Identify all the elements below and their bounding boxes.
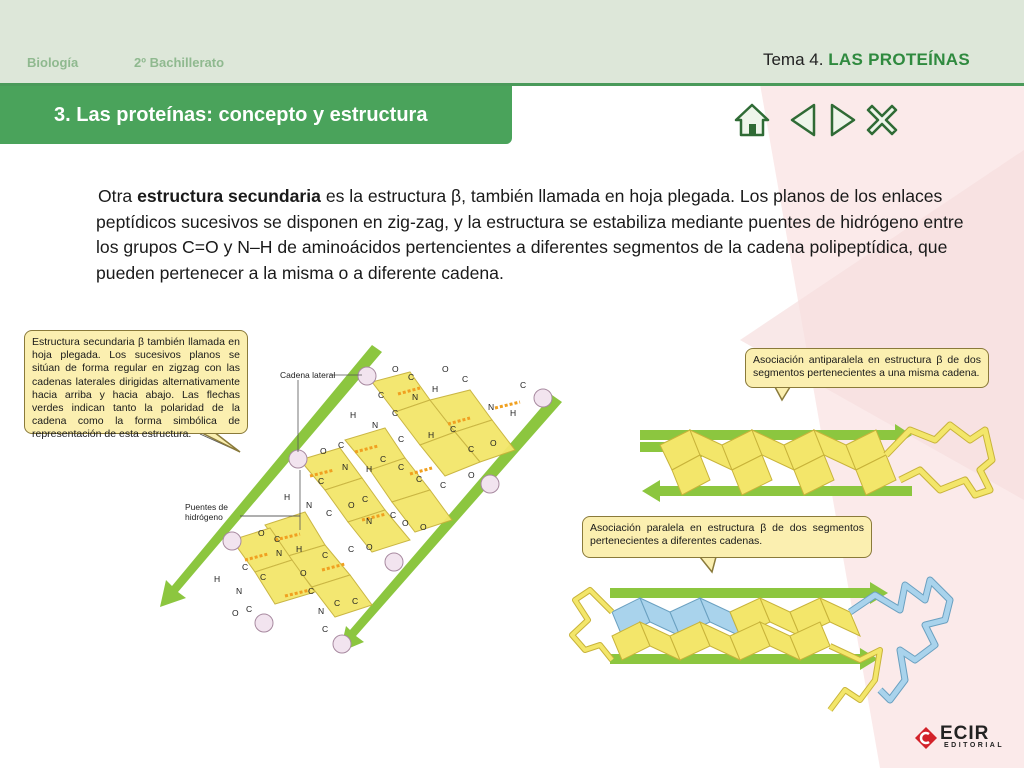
svg-text:C: C <box>260 572 267 582</box>
side-chains <box>223 367 552 653</box>
body-text-rest: es la estructura β, también llamada en hoja plegada. Los planos de los enlaces peptídicos sucesivos se disponen en zig-zag, y la estructura se estabiliza mediante puentes de hidrógeno entre los grupos C=O y N–H de aminoácidos pertencientes a diferentes segmentos de la cadena polipeptídica, que pueden pertenecer a la misma o a diferente cadena. <box>96 186 964 283</box>
svg-text:O: O <box>442 364 449 374</box>
svg-text:H: H <box>296 544 303 554</box>
breadcrumb-subject: Biología <box>27 55 79 70</box>
svg-text:H: H <box>432 384 439 394</box>
svg-text:C: C <box>520 380 527 390</box>
svg-text:N: N <box>412 392 419 402</box>
topic-name: LAS PROTEÍNAS <box>828 50 970 69</box>
svg-text:C: C <box>352 596 359 606</box>
svg-text:C: C <box>322 624 329 634</box>
svg-text:C: C <box>242 562 249 572</box>
svg-text:C: C <box>362 494 369 504</box>
svg-text:H: H <box>350 410 357 420</box>
label-hydrogen-bonds: Puentes de hidrógeno <box>185 502 229 522</box>
body-text-start: Otra <box>98 186 138 206</box>
publisher-logo: ECIR <box>940 723 990 744</box>
svg-text:C: C <box>380 454 387 464</box>
svg-text:O: O <box>490 438 497 448</box>
svg-text:C: C <box>450 424 457 434</box>
svg-text:O: O <box>468 470 475 480</box>
svg-text:C: C <box>378 390 385 400</box>
svg-text:O: O <box>320 446 327 456</box>
svg-text:C: C <box>318 476 325 486</box>
svg-text:O: O <box>258 528 265 538</box>
callout-antiparallel: Asociación antiparalela en estructura β de dos segmentos pertenecientes a una misma cadena. <box>745 348 989 388</box>
svg-text:C: C <box>392 408 399 418</box>
svg-text:C: C <box>334 598 341 608</box>
topic-prefix: Tema 4. <box>762 50 824 69</box>
svg-text:N: N <box>318 606 325 616</box>
svg-text:N: N <box>236 586 243 596</box>
svg-text:C: C <box>398 462 405 472</box>
label-side-chain: Cadena lateral <box>280 370 336 380</box>
publisher-logo-sub: EDITORIAL <box>944 742 1005 749</box>
svg-text:O: O <box>348 500 355 510</box>
svg-text:N: N <box>488 402 495 412</box>
breadcrumb-level: 2º Bachillerato <box>134 55 225 70</box>
publisher-logo-icon <box>914 726 938 750</box>
svg-text:C: C <box>246 604 253 614</box>
svg-text:N: N <box>276 548 283 558</box>
section-title: 3. Las proteínas: concepto y estructura <box>54 104 428 126</box>
svg-text:C: C <box>390 510 397 520</box>
svg-text:C: C <box>326 508 333 518</box>
svg-text:C: C <box>462 374 469 384</box>
svg-text:C: C <box>308 586 315 596</box>
svg-text:N: N <box>366 516 373 526</box>
svg-text:O: O <box>366 542 373 552</box>
svg-text:C: C <box>398 434 405 444</box>
svg-text:H: H <box>284 492 291 502</box>
svg-text:C: C <box>274 534 281 544</box>
svg-text:C: C <box>408 372 415 382</box>
svg-text:O: O <box>300 568 307 578</box>
callout-parallel: Asociación paralela en estructura β de dos segmentos pertenecientes a diferentes cadenas. <box>582 516 872 558</box>
svg-text:C: C <box>416 474 423 484</box>
callout-beta-description: Estructura secundaria β también llamada en hoja plegada. Los sucesivos planos se sitúan de forma regular en zigzag con las cadenas laterales dirigidas alternativamente hacia arriba y hacia abajo. Las flechas verdes indican tanto la polaridad de la cadena como la forma simbólica de representación de esta estructura. <box>24 330 248 434</box>
svg-text:O: O <box>420 522 427 532</box>
svg-text:N: N <box>306 500 313 510</box>
svg-text:H: H <box>428 430 435 440</box>
svg-text:H: H <box>510 408 517 418</box>
svg-text:C: C <box>440 480 447 490</box>
body-text-bold: estructura secundaria <box>137 186 321 206</box>
svg-text:N: N <box>342 462 349 472</box>
svg-text:C: C <box>338 440 345 450</box>
svg-text:C: C <box>468 444 475 454</box>
svg-text:H: H <box>214 574 221 584</box>
svg-text:O: O <box>232 608 239 618</box>
svg-text:N: N <box>372 420 379 430</box>
svg-text:C: C <box>322 550 329 560</box>
svg-text:H: H <box>366 464 373 474</box>
svg-text:C: C <box>348 544 355 554</box>
parallel-sheet <box>572 580 950 710</box>
svg-text:O: O <box>392 364 399 374</box>
svg-text:O: O <box>402 518 409 528</box>
antiparallel-sheet <box>640 424 992 502</box>
